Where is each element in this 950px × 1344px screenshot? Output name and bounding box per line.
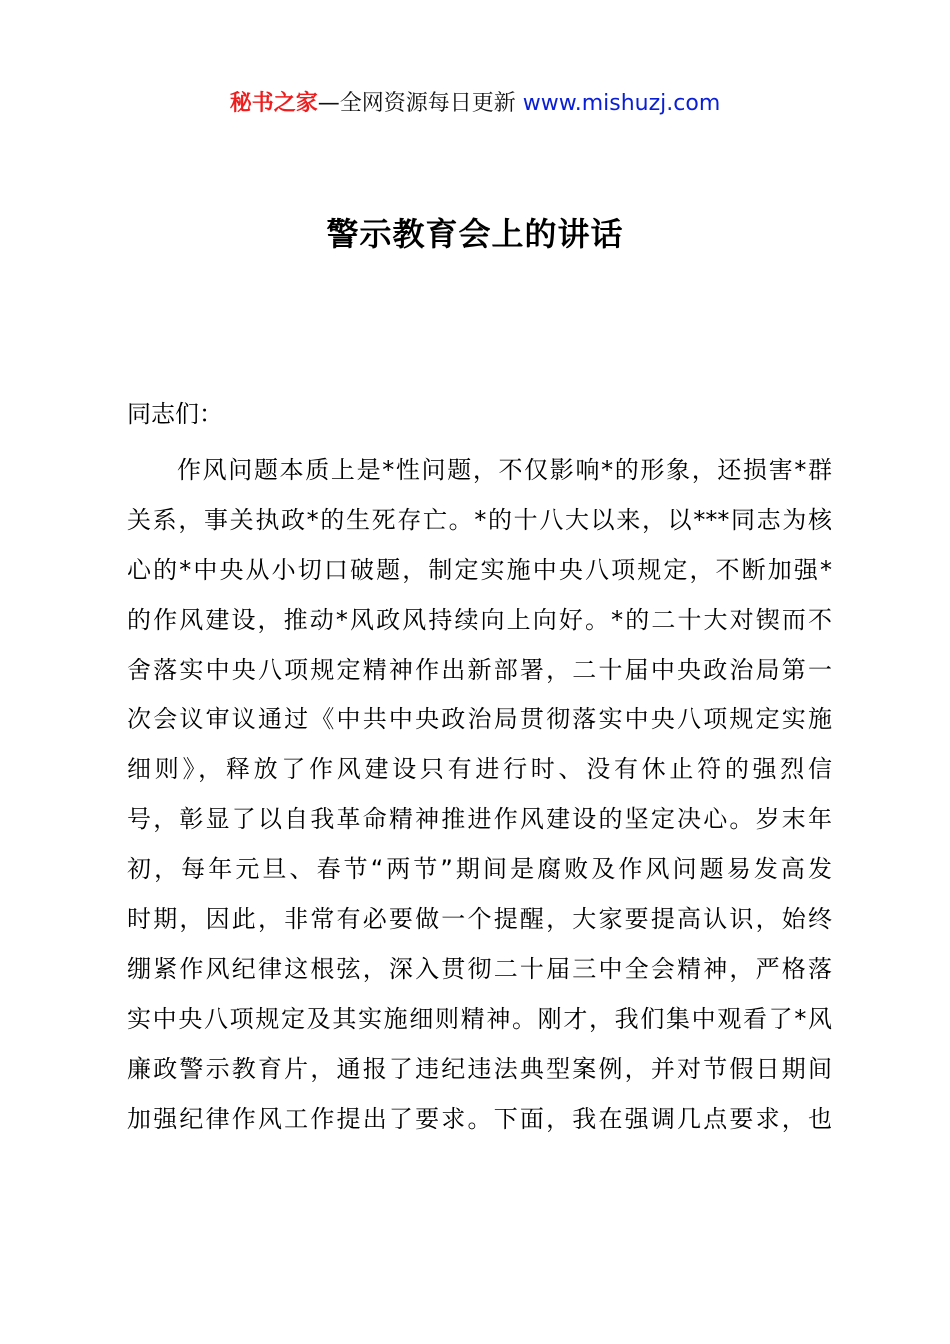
- paragraph-line: 次会议审议通过《中共中央政治局贯彻落实中央八项规定实施: [127, 705, 832, 734]
- paragraph-line: 细则》，释放了作风建设只有进行时、没有休止符的强烈信: [127, 755, 832, 784]
- paragraph-line: 关系，事关执政*的生死存亡。*的十八大以来，以***同志为核: [127, 505, 832, 534]
- salutation: 同志们：: [127, 400, 223, 428]
- site-brand: 秘书之家: [229, 91, 318, 116]
- paragraph-line: 心的*中央从小切口破题，制定实施中央八项规定，不断加强*: [127, 555, 832, 584]
- paragraph-line: 实中央八项规定及其实施细则精神。刚才，我们集中观看了*风: [127, 1004, 832, 1033]
- site-header: [0, 88, 950, 120]
- paragraph-line: 初，每年元旦、春节“两节”期间是腐败及作风问题易发高发: [127, 855, 832, 884]
- paragraph-line: 廉政警示教育片，通报了违纪违法典型案例，并对节假日期间: [127, 1054, 832, 1083]
- body-paragraph: [127, 446, 837, 1144]
- paragraph-line: 绷紧作风纪律这根弦，深入贯彻二十届三中全会精神，严格落: [127, 954, 832, 983]
- paragraph-line: 作风问题本质上是*性问题，不仅影响*的形象，还损害*群: [177, 456, 832, 484]
- paragraph-line: 时期，因此，非常有必要做一个提醒，大家要提高认识，始终: [127, 905, 832, 934]
- site-slogan: —全网资源每日更新: [317, 91, 516, 116]
- site-url-link[interactable]: www.mishuzj.com: [522, 91, 721, 116]
- paragraph-line: 的作风建设，推动*风政风持续向上向好。*的二十大对锲而不: [127, 605, 832, 634]
- document-title: 警示教育会上的讲话: [326, 215, 624, 253]
- paragraph-line: 舍落实中央八项规定精神作出新部署，二十届中央政治局第一: [127, 655, 832, 684]
- paragraph-line: 号，彰显了以自我革命精神推进作风建设的坚定决心。岁末年: [127, 805, 832, 834]
- paragraph-line: 加强纪律作风工作提出了要求。下面，我在强调几点要求，也: [127, 1104, 832, 1133]
